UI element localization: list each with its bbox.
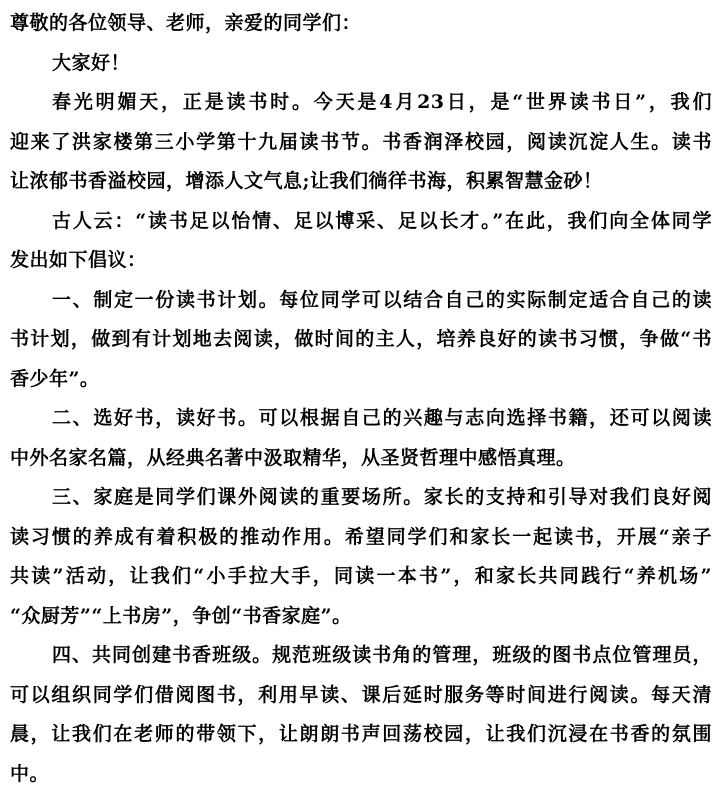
- proposal-3-line: 共读”活动，让我们“小手拉大手，同读一本书”，和家长共同践行“养机场”: [10, 557, 712, 597]
- paragraph-quote-line: 古人云：“读书足以怡情、足以博采、足以长才。”在此，我们向全体同学: [10, 202, 712, 242]
- paragraph-intro-line: 迎来了洪家楼第三小学第十九届读书节。书香润泽校园，阅读沉淀人生。读书: [10, 123, 712, 163]
- salutation: 尊敬的各位领导、老师，亲爱的同学们：: [10, 4, 712, 44]
- proposal-4-line: 晨，让我们在老师的带领下，让朗朗书声回荡校园，让我们沉浸在书香的氛围: [10, 715, 712, 755]
- proposal-2-line: 二、选好书，读好书。可以根据自己的兴趣与志向选择书籍，还可以阅读: [10, 399, 712, 439]
- proposal-2-line: 中外名家名篇，从经典名著中汲取精华，从圣贤哲理中感悟真理。: [10, 439, 712, 479]
- paragraph-quote-line: 发出如下倡议：: [10, 241, 712, 281]
- proposal-1-line: 书计划，做到有计划地去阅读，做时间的主人，培养良好的读书习惯，争做“书: [10, 320, 712, 360]
- proposal-3-line: 三、家庭是同学们课外阅读的重要场所。家长的支持和引导对我们良好阅: [10, 478, 712, 518]
- document-body: [10, 4, 712, 794]
- proposal-4-line: 四、共同创建书香班级。规范班级读书角的管理，班级的图书点位管理员，: [10, 636, 712, 676]
- proposal-4-line: 可以组织同学们借阅图书，利用早读、课后延时服务等时间进行阅读。每天清: [10, 676, 712, 716]
- proposal-4-line: 中。: [10, 755, 712, 794]
- proposal-3-line: “众厨芳”“上书房”，争创“书香家庭”。: [10, 597, 712, 637]
- paragraph-intro-line: 春光明媚天，正是读书时。今天是4月23日，是“世界读书日”，我们: [10, 83, 712, 123]
- paragraph-intro-line: 让浓郁书香溢校园，增添人文气息;让我们徜徉书海，积累智慧金砂！: [10, 162, 712, 202]
- proposal-1-line: 一、制定一份读书计划。每位同学可以结合自己的实际制定适合自己的读: [10, 281, 712, 321]
- greeting: 大家好！: [10, 44, 712, 84]
- proposal-3-line: 读习惯的养成有着积极的推动作用。希望同学们和家长一起读书，开展“亲子: [10, 518, 712, 558]
- proposal-1-line: 香少年”。: [10, 360, 712, 400]
